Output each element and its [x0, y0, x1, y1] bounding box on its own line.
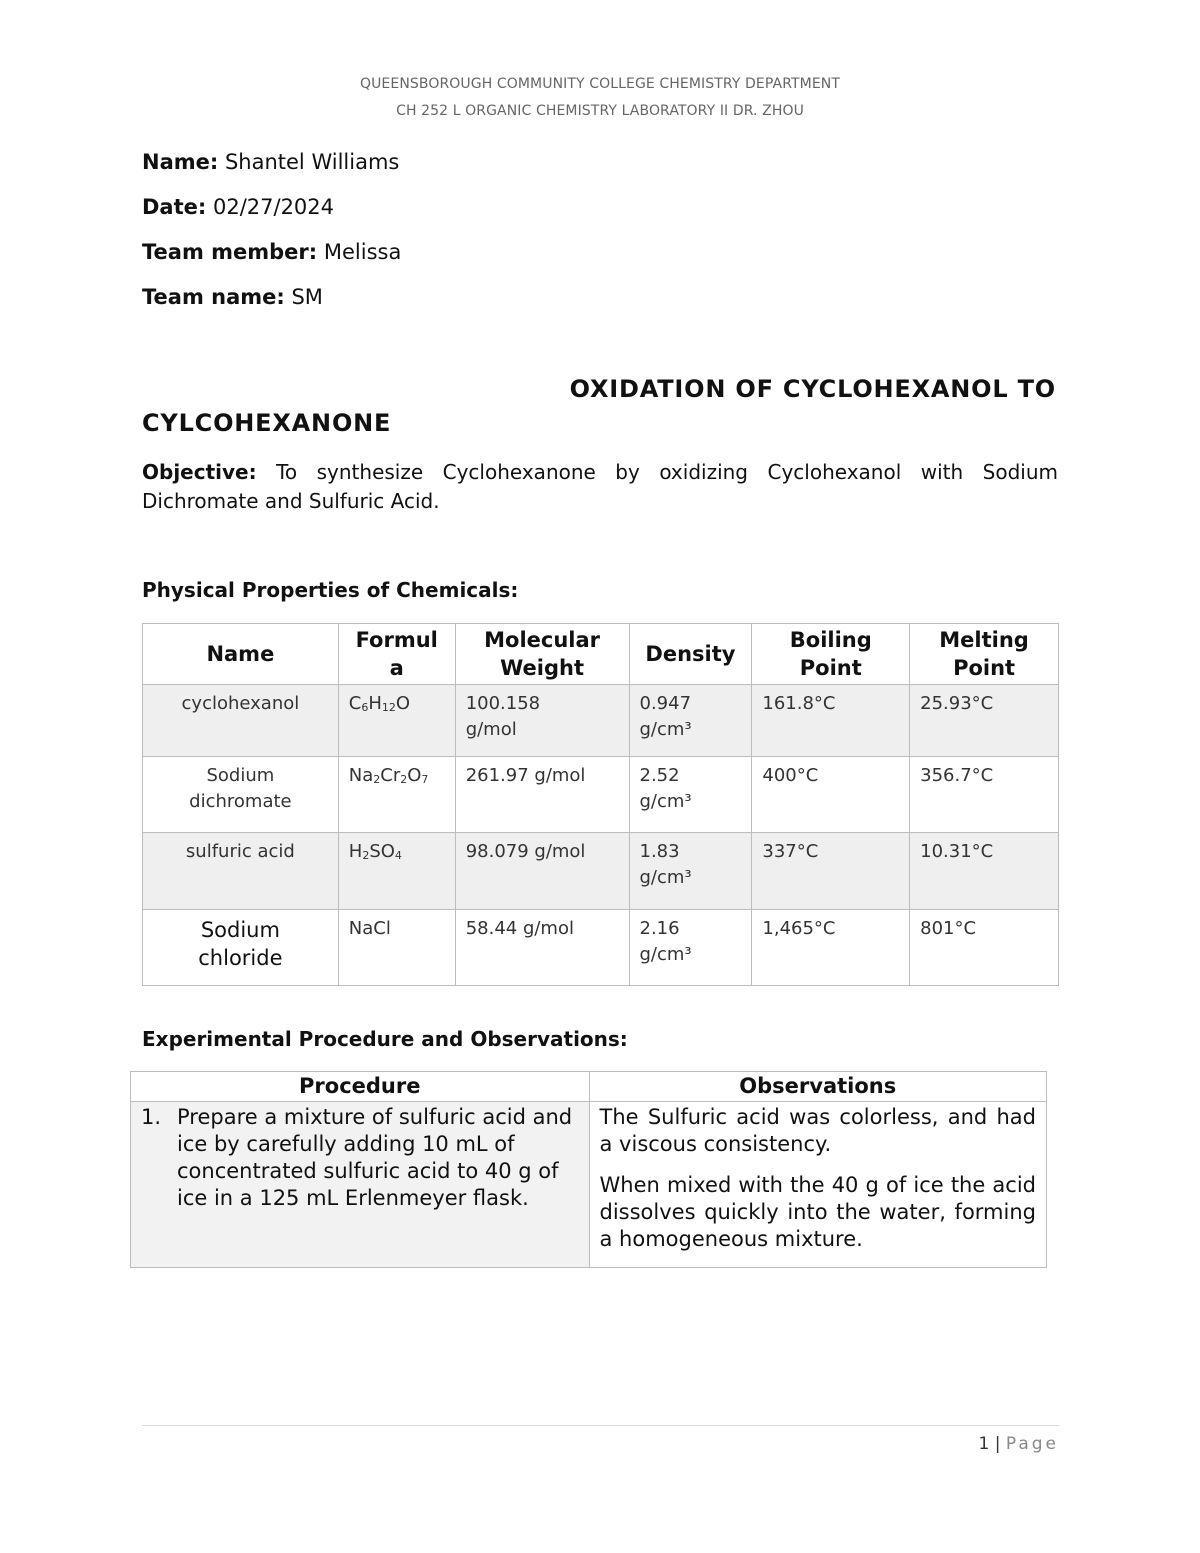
page-footer — [978, 1434, 1059, 1454]
team-member-field — [142, 240, 401, 264]
footer-separator: | — [994, 1434, 1001, 1454]
cell-name: cyclohexanol — [143, 685, 339, 757]
cell-formula: $C_6H_{12}O$ — [338, 685, 455, 757]
name-value: Shantel Williams — [218, 150, 400, 174]
objective-text: To synthesize Cyclohexanone by oxidizing Cyclohexanol with Sodium Dichromate and Sulfuric Acid. — [142, 460, 1058, 513]
footer-divider — [142, 1425, 1059, 1426]
table-row — [143, 685, 1059, 757]
team-name-field — [142, 285, 323, 309]
table-row — [131, 1102, 1047, 1268]
cell-melting-point: 10.31°C — [910, 833, 1059, 910]
cell-boiling-point: 400°C — [752, 757, 910, 833]
cell-molecular-weight: 261.97 g/mol — [455, 757, 629, 833]
team-member-label: Team member: — [142, 240, 318, 264]
observation — [589, 1102, 1046, 1268]
step-number: 1. — [141, 1105, 162, 1129]
cell-melting-point: 25.93°C — [910, 685, 1059, 757]
table-header-row — [143, 624, 1059, 685]
col-density: Density — [629, 624, 752, 685]
step-text: Prepare a mixture of sulfuric acid and ice by carefully adding 10 mL of concentrated sulfuric acid to 40 g of ice in a 125 mL Erlenmeyer flask. — [177, 1105, 573, 1210]
observation-text: The Sulfuric acid was colorless, and had a viscous consistency. — [599, 1105, 1036, 1156]
procedure-heading: Experimental Procedure and Observations: — [142, 1027, 628, 1051]
cell-molecular-weight: 98.079 g/mol — [455, 833, 629, 910]
date-label: Date: — [142, 195, 207, 219]
name-field — [142, 150, 399, 174]
header-department: QUEENSBOROUGH COMMUNITY COLLEGE CHEMISTRY DEPARTMENT — [359, 76, 841, 92]
cell-formula: $H_2SO_4$ — [338, 833, 455, 910]
col-observations: Observations — [589, 1072, 1046, 1102]
cell-boiling-point: 1,465°C — [752, 910, 910, 986]
cell-name: Sodium dichromate — [143, 757, 339, 833]
table-row — [143, 833, 1059, 910]
procedure-step — [131, 1102, 590, 1268]
cell-formula: NaCl — [338, 910, 455, 986]
table-header-row — [131, 1072, 1047, 1102]
table-row — [143, 757, 1059, 833]
cell-density: 2.52 g/cm³ — [629, 757, 752, 833]
cell-molecular-weight: 100.158 g/mol — [455, 685, 629, 757]
cell-boiling-point: 161.8°C — [752, 685, 910, 757]
cell-melting-point: 356.7°C — [910, 757, 1059, 833]
team-member-value: Melissa — [317, 240, 402, 264]
col-molecular-weight: Molecular Weight — [455, 624, 629, 685]
date-value: 02/27/2024 — [206, 195, 335, 219]
cell-name: sulfuric acid — [143, 833, 339, 910]
name-label: Name: — [142, 150, 219, 174]
objective-label: Objective: — [142, 460, 257, 484]
cell-formula: $Na_2Cr_2O_7$ — [338, 757, 455, 833]
page-label: Page — [1005, 1434, 1059, 1454]
col-procedure: Procedure — [131, 1072, 590, 1102]
cell-name: Sodium chloride — [143, 910, 339, 986]
title-line-2: CYLCOHEXANONE — [142, 409, 392, 437]
cell-molecular-weight: 58.44 g/mol — [455, 910, 629, 986]
properties-heading: Physical Properties of Chemicals: — [142, 578, 519, 602]
date-field — [142, 195, 334, 219]
cell-boiling-point: 337°C — [752, 833, 910, 910]
objective — [142, 458, 1058, 516]
cell-density: 1.83 g/cm³ — [629, 833, 752, 910]
cell-melting-point: 801°C — [910, 910, 1059, 986]
col-formula: Formul a — [338, 624, 455, 685]
properties-table — [142, 623, 1059, 986]
col-melting-point: Melting Point — [910, 624, 1059, 685]
header-course: CH 252 L ORGANIC CHEMISTRY LABORATORY II DR. ZHOU — [396, 103, 804, 119]
observation-text: When mixed with the 40 g of ice the acid dissolves quickly into the water, forming a homogeneous mixture. — [599, 1173, 1036, 1251]
cell-density: 0.947 g/cm³ — [629, 685, 752, 757]
col-name: Name — [143, 624, 339, 685]
team-name-label: Team name: — [142, 285, 285, 309]
team-name-value: SM — [284, 285, 323, 309]
procedure-table — [130, 1071, 1047, 1268]
title-line-1: OXIDATION OF CYCLOHEXANOL TO — [569, 375, 1056, 403]
page-number: 1 — [978, 1434, 990, 1454]
col-boiling-point: Boiling Point — [752, 624, 910, 685]
table-row — [143, 910, 1059, 986]
cell-density: 2.16 g/cm³ — [629, 910, 752, 986]
